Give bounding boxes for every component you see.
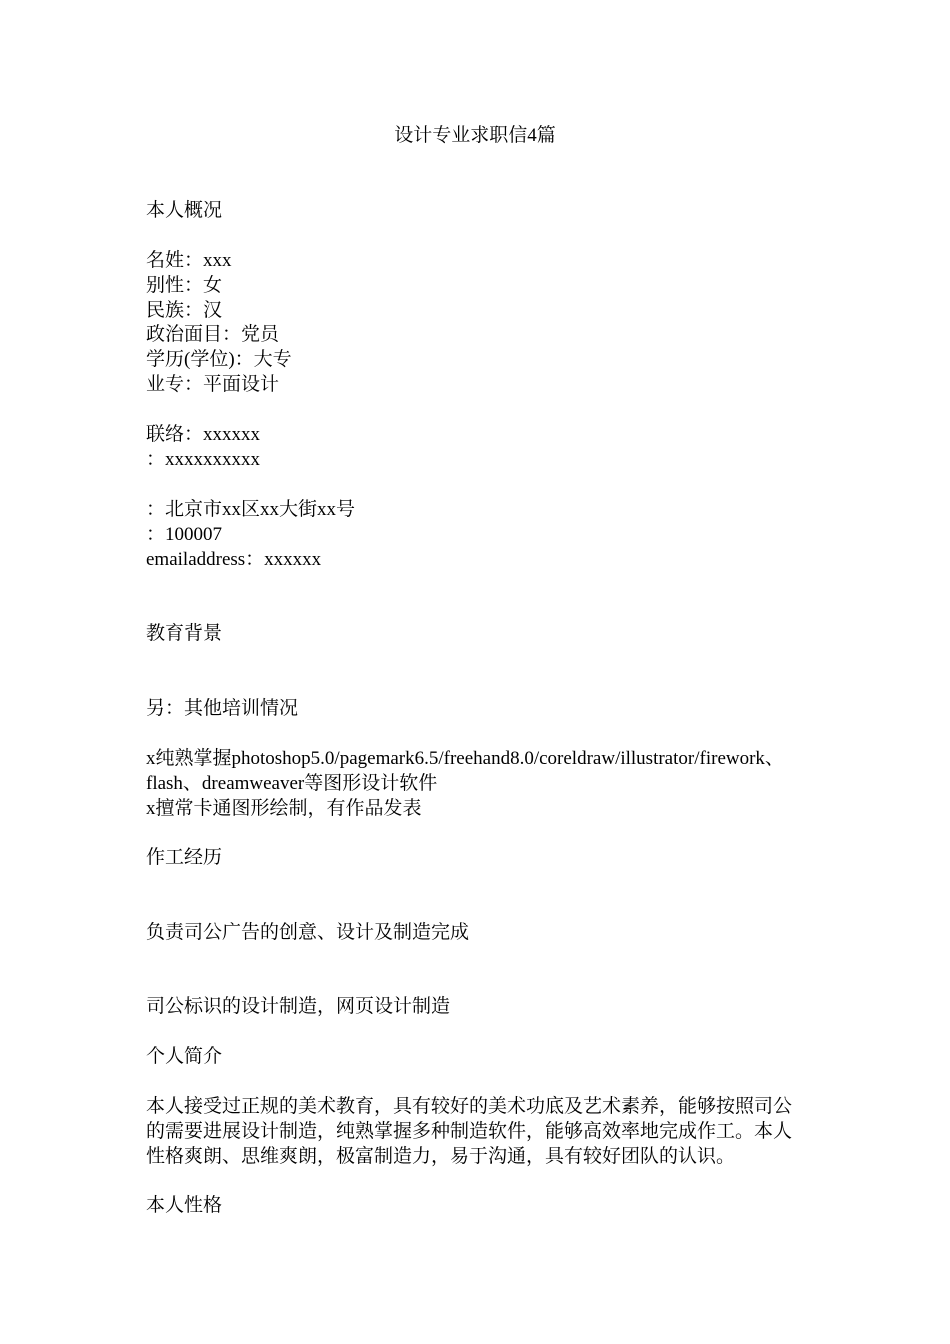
work-heading: 作工经历	[146, 847, 223, 868]
education-heading: 教育背景	[146, 623, 223, 644]
intro-line: 的需要进展设计制造，纯熟掌握多种制造软件，能够高效率地完成作工。本人	[146, 1120, 793, 1142]
training-details	[146, 747, 806, 821]
profile-name: 名姓：xxx	[146, 250, 232, 271]
profile-education: 学历(学位)：大专	[146, 349, 292, 371]
profile-major: 业专：平面设计	[146, 373, 280, 395]
intro-heading: 个人简介	[146, 1046, 223, 1067]
profile-heading: 本人概况	[146, 200, 223, 221]
profile-details	[146, 249, 806, 398]
address-line: ：北京市xx区xx大街xx号	[146, 499, 356, 520]
intro-paragraph	[146, 1095, 806, 1169]
contact-phone: ：xxxxxxxxxx	[146, 448, 261, 470]
contact-details	[146, 423, 806, 473]
postal-code: ：100007	[146, 523, 223, 545]
profile-gender: 别性：女	[146, 274, 223, 296]
email-address: emailaddress：xxxxxx	[146, 548, 322, 570]
address-details	[146, 498, 806, 572]
personality-heading: 本人性格	[146, 1195, 223, 1216]
contact-info: 联络：xxxxxx	[146, 424, 261, 445]
training-heading: 另：其他培训情况	[146, 698, 299, 719]
document-title: 设计专业求职信4篇	[394, 125, 556, 146]
profile-ethnicity: 民族：汉	[146, 299, 223, 321]
training-line-cartoon: x擅常卡通图形绘制，有作品发表	[146, 797, 422, 819]
training-line-software-cont: flash、dreamweaver等图形设计软件	[146, 772, 438, 794]
intro-line: 性格爽朗、思维爽朗，极富制造力，易于沟通，具有较好团队的认识。	[146, 1145, 736, 1167]
intro-line: 本人接受过正规的美术教育，具有较好的美术功底及艺术素养，能够按照司公	[146, 1096, 793, 1117]
training-line-software: x纯熟掌握photoshop5.0/pagemark6.5/freehand8.0/coreldraw/illustrator/firework、	[146, 748, 784, 769]
work-item-identity: 司公标识的设计制造，网页设计制造	[146, 996, 451, 1017]
profile-political-status: 政治面目：党员	[146, 324, 280, 346]
work-item-advertising: 负责司公广告的创意、设计及制造完成	[146, 922, 470, 943]
